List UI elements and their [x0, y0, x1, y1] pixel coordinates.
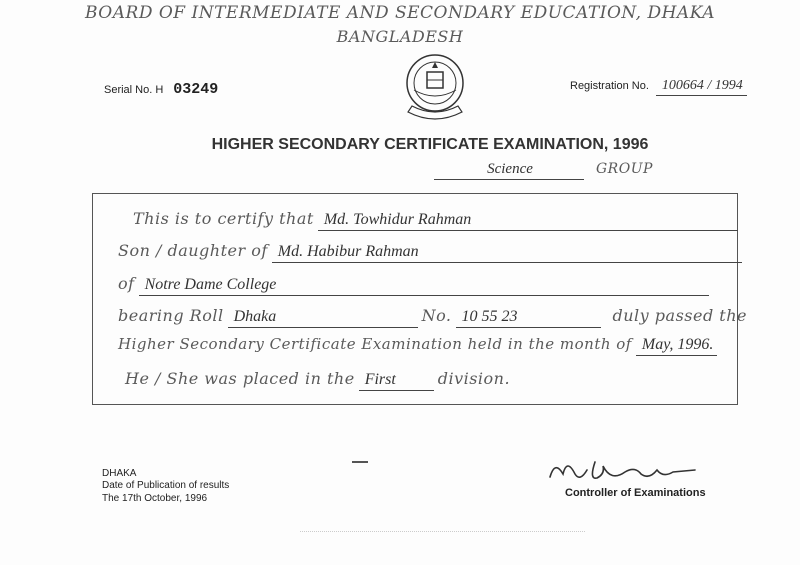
certificate-body — [92, 193, 747, 405]
serial-value: 03249 — [173, 81, 219, 98]
registration-value: 100664 / 1994 — [656, 78, 747, 96]
parent-name: Md. Habibur Rahman — [272, 243, 742, 263]
group-value: Science — [434, 161, 584, 180]
roll-row — [118, 306, 747, 328]
placed-label: He / She was placed in the — [125, 369, 355, 388]
serial-number — [104, 80, 218, 98]
college-name: Notre Dame College — [139, 276, 709, 296]
roll-number: 10 55 23 — [456, 308, 601, 328]
board-country: BANGLADESH — [336, 27, 464, 46]
division-value: First — [359, 371, 434, 391]
publication-label: Date of Publication of results — [102, 480, 230, 491]
exam-label: Higher Secondary Certificate Examination held in the month of — [118, 335, 632, 353]
certify-label: This is to certify that — [133, 209, 314, 228]
publication-date: The 17th October, 1996 — [102, 493, 208, 504]
certify-row — [133, 209, 738, 231]
footer-place: DHAKA — [102, 468, 137, 479]
parent-row — [118, 241, 742, 263]
divider-mark — [352, 461, 368, 463]
registration-number — [570, 76, 747, 96]
board-seal-icon — [400, 50, 470, 125]
group-line — [434, 160, 653, 180]
controller-signature-icon — [545, 452, 705, 487]
exam-month: May, 1996. — [636, 336, 718, 356]
board-name: BOARD OF INTERMEDIATE AND SECONDARY EDUCATION, DHAKA — [85, 3, 715, 23]
student-name: Md. Towhidur Rahman — [318, 211, 738, 231]
controller-label: Controller of Examinations — [565, 487, 706, 499]
roll-place: Dhaka — [228, 308, 418, 328]
group-label: GROUP — [596, 161, 653, 177]
exam-row — [118, 335, 717, 356]
registration-label: Registration No. — [570, 80, 649, 92]
parent-label: Son / daughter of — [118, 241, 268, 260]
exam-title: HIGHER SECONDARY CERTIFICATE EXAMINATION, 1996 — [211, 136, 649, 153]
serial-label: Serial No. H — [104, 84, 164, 96]
roll-label: bearing Roll — [118, 306, 224, 325]
of-label: of — [118, 274, 135, 293]
faded-note — [300, 531, 585, 532]
passed-label: duly passed the — [612, 306, 747, 325]
division-row — [125, 369, 510, 391]
no-label: No. — [421, 306, 452, 325]
division-label: division. — [437, 369, 511, 388]
college-row — [118, 274, 709, 296]
